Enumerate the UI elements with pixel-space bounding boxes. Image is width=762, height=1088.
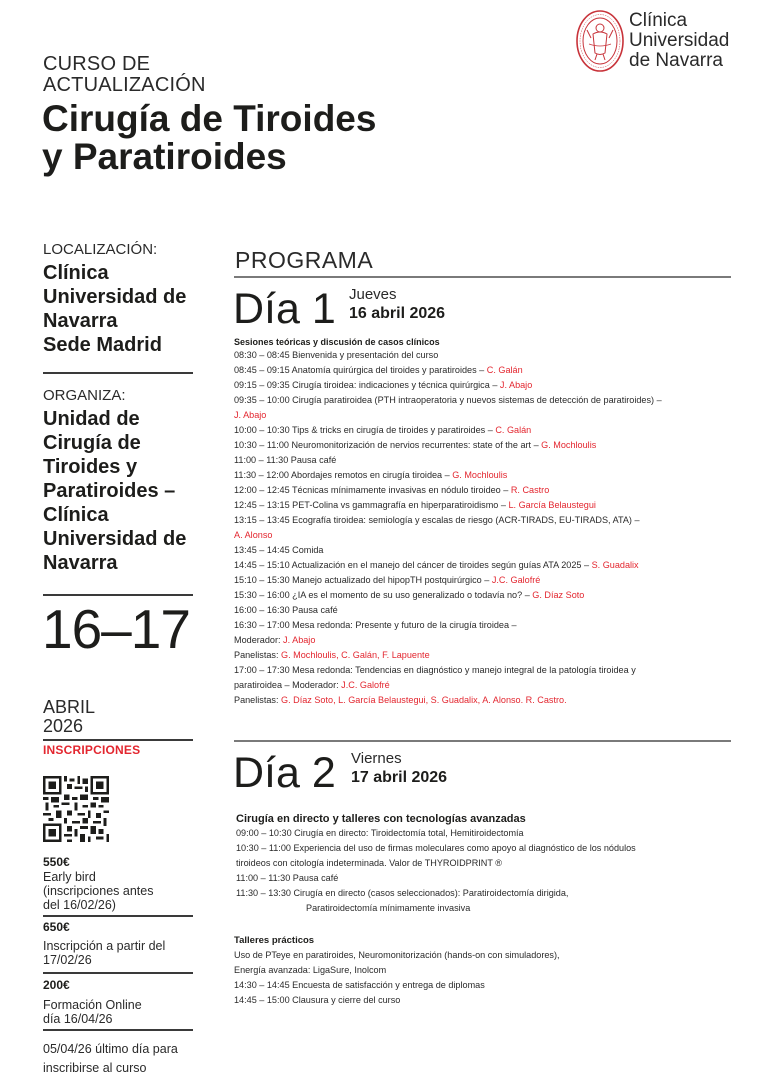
day1-weekday: Jueves bbox=[349, 286, 397, 303]
price-amount: 550€ bbox=[43, 855, 70, 869]
speaker-name: J. Abajo bbox=[283, 635, 316, 645]
program-item: 11:00 – 11:30 Pausa café bbox=[236, 873, 339, 883]
logo-wordmark bbox=[629, 11, 729, 71]
year-line: 2026 bbox=[43, 716, 84, 736]
speaker-name: J.C. Galofré bbox=[341, 680, 390, 690]
price-line: del 16/02/26) bbox=[43, 898, 116, 912]
location-label: LOCALIZACIÓN: bbox=[43, 241, 158, 258]
program-item bbox=[234, 693, 731, 708]
program-item: tiroideos con citología indeterminada. Valor de THYROIDPRINT ® bbox=[236, 858, 502, 868]
program-item bbox=[234, 648, 731, 663]
program-item-text: 16:00 – 16:30 Pausa café bbox=[234, 605, 338, 615]
title-line: y Paratiroides bbox=[42, 136, 287, 177]
program-item-text: Panelistas: bbox=[234, 695, 282, 705]
organizer-line: Cirugía de bbox=[43, 432, 141, 454]
program-item-text: 08:30 – 08:45 Bienvenida y presentación del curso bbox=[234, 350, 439, 360]
price-description bbox=[43, 870, 203, 912]
organizer-block bbox=[43, 387, 193, 575]
speaker-name: G. Mochloulis bbox=[452, 470, 508, 480]
price-online bbox=[43, 978, 203, 1026]
day2-session bbox=[236, 812, 733, 916]
program-item-text: 12:00 – 12:45 Técnicas mínimamente invasivas en nódulo tiroideo – bbox=[234, 485, 511, 495]
program-item bbox=[234, 453, 731, 468]
speaker-name: C. Galán bbox=[486, 365, 523, 375]
registration-heading: INSCRIPCIONES bbox=[43, 743, 141, 757]
day2-items bbox=[236, 826, 733, 916]
program-item-text: 10:00 – 10:30 Tips & tricks en cirugía de tiroides y paratiroides – bbox=[234, 425, 496, 435]
divider bbox=[43, 1029, 193, 1031]
program-item: Paratiroidectomía mínimamente invasiva bbox=[306, 903, 471, 913]
speaker-name: L. García Belaustegui bbox=[508, 500, 596, 510]
logo-line: Clínica bbox=[629, 10, 688, 31]
price-early-bird bbox=[43, 855, 203, 912]
month-line: ABRIL bbox=[43, 697, 96, 717]
program-item-text: paratiroidea – Moderador: bbox=[234, 680, 342, 690]
location-line: Clínica bbox=[43, 262, 109, 284]
program-item-text: 14:45 – 15:10 Actualización en el manejo del cáncer de tiroides según guías ATA 2025 – bbox=[234, 560, 592, 570]
speaker-name: C. Galán bbox=[495, 425, 532, 435]
program-item bbox=[234, 543, 731, 558]
workshops-title: Talleres prácticos bbox=[234, 935, 315, 946]
program-item bbox=[234, 483, 731, 498]
title-line: Cirugía de Tiroides bbox=[42, 98, 377, 139]
workshop-item: Uso de PTeye en paratiroides, Neuromonitorización (hands-on con simuladores), bbox=[234, 950, 560, 960]
divider bbox=[43, 739, 193, 741]
page-title bbox=[42, 100, 376, 176]
event-dates: 16–17 bbox=[42, 598, 190, 660]
divider bbox=[43, 972, 193, 974]
program-item bbox=[234, 663, 731, 678]
divider bbox=[234, 276, 731, 278]
workshop-items bbox=[234, 948, 731, 1008]
organizer-line: Navarra bbox=[43, 552, 118, 574]
kicker-line: ACTUALIZACIÓN bbox=[43, 74, 206, 96]
speaker-name: G. Díaz Soto, L. García Belaustegui, S. Guadalix, A. Alonso. R. Castro. bbox=[281, 695, 567, 705]
workshops bbox=[234, 934, 731, 1008]
program-heading: PROGRAMA bbox=[235, 247, 374, 273]
program-item-text: 17:00 – 17:30 Mesa redonda: Tendencias en diagnóstico y manejo integral de la patología tiroidea y bbox=[234, 665, 636, 675]
location-line: Navarra bbox=[43, 310, 118, 332]
deadline-line: 05/04/26 último día para bbox=[43, 1042, 178, 1056]
program-item bbox=[234, 378, 731, 393]
price-description bbox=[43, 998, 203, 1026]
price-line: día 16/04/26 bbox=[43, 1012, 113, 1026]
price-amount: 200€ bbox=[43, 978, 70, 992]
logo-line: de Navarra bbox=[629, 50, 723, 71]
price-line: Formación Online bbox=[43, 998, 142, 1012]
program-item bbox=[234, 603, 731, 618]
program-item: 11:30 – 13:30 Cirugía en directo (casos seleccionados): Paratiroidectomía dirigida, bbox=[236, 888, 569, 898]
organizer-line: Unidad de bbox=[43, 408, 140, 430]
day1-items bbox=[234, 348, 731, 708]
qr-code-icon[interactable] bbox=[43, 776, 109, 842]
program-item bbox=[234, 588, 731, 603]
speaker-name: G. Mochloulis, C. Galán, F. Lapuente bbox=[281, 650, 430, 660]
program-item bbox=[234, 633, 731, 648]
workshop-item: 14:30 – 14:45 Encuesta de satisfacción y entrega de diplomas bbox=[234, 980, 485, 990]
program-item bbox=[234, 558, 731, 573]
program-item: 09:00 – 10:30 Cirugía en directo: Tiroidectomía total, Hemitiroidectomía bbox=[236, 828, 524, 838]
day2-date: 17 abril 2026 bbox=[351, 769, 448, 786]
program-item-text: 10:30 – 11:00 Neuromonitorización de nervios recurrentes: state of the art – bbox=[234, 440, 542, 450]
program-item bbox=[234, 438, 731, 453]
program-item bbox=[234, 678, 731, 693]
program-item bbox=[234, 408, 731, 423]
program-item bbox=[234, 618, 731, 633]
program-item bbox=[234, 423, 731, 438]
organizer-value bbox=[43, 407, 193, 575]
speaker-name: G. Mochloulis bbox=[541, 440, 597, 450]
program-item-text: Panelistas: bbox=[234, 650, 282, 660]
program-item bbox=[234, 363, 731, 378]
organizer-line: Paratiroides – bbox=[43, 480, 176, 502]
day2-weekday: Viernes bbox=[351, 750, 402, 767]
program-item-text: 16:30 – 17:00 Mesa redonda: Presente y futuro de la cirugía tiroidea – bbox=[234, 620, 517, 630]
speaker-name: J.C. Galofré bbox=[491, 575, 541, 585]
program-item-text: Moderador: bbox=[234, 635, 284, 645]
divider bbox=[43, 372, 193, 374]
logo-line: Universidad bbox=[629, 30, 730, 51]
speaker-name: S. Guadalix bbox=[591, 560, 639, 570]
location-value bbox=[43, 261, 193, 357]
program-item-text: 11:30 – 12:00 Abordajes remotos en cirugía tiroidea – bbox=[234, 470, 453, 480]
registration-deadline bbox=[43, 1040, 203, 1078]
program-item bbox=[234, 393, 731, 408]
workshop-item: Energía avanzada: LigaSure, Inolcom bbox=[234, 965, 387, 975]
program-item-text: 12:45 – 13:15 PET-Colina vs gammagrafía en hiperparatiroidismo – bbox=[234, 500, 509, 510]
divider bbox=[43, 594, 193, 596]
day1-session-title: Sesiones teóricas y discusión de casos clínicos bbox=[234, 337, 440, 347]
day1-label: Día 1 bbox=[233, 285, 336, 333]
program-item-text: 09:35 – 10:00 Cirugía paratiroidea (PTH intraoperatoria y nuevos sistemas de detección de paratiroides) – bbox=[234, 395, 662, 405]
divider bbox=[43, 915, 193, 917]
organizer-line: Tiroides y bbox=[43, 456, 138, 478]
organizer-line: Universidad de bbox=[43, 528, 187, 550]
divider bbox=[234, 740, 731, 742]
speaker-name: R. Castro bbox=[510, 485, 550, 495]
price-line: (inscripciones antes bbox=[43, 884, 154, 898]
program-item bbox=[234, 528, 731, 543]
program-item bbox=[234, 468, 731, 483]
program-item-text: 13:15 – 13:45 Ecografía tiroidea: semiología y escalas de riesgo (ACR-TIRADS, EU-TIRADS, ATA) – bbox=[234, 515, 640, 525]
speaker-name: G. Díaz Soto bbox=[532, 590, 585, 600]
organizer-line: Clínica bbox=[43, 504, 109, 526]
clinica-logo bbox=[575, 8, 755, 78]
program-item: 10:30 – 11:00 Experiencia del uso de firmas moleculares como apoyo al diagnóstico de los nódulos bbox=[236, 843, 636, 853]
program-item-text: 09:15 – 09:35 Cirugía tiroidea: indicaciones y técnica quirúrgica – bbox=[234, 380, 500, 390]
price-amount: 650€ bbox=[43, 920, 70, 934]
program-item-text: 15:30 – 16:00 ¿IA es el momento de su uso generalizado o todavía no? – bbox=[234, 590, 533, 600]
speaker-name: A. Alonso bbox=[234, 530, 273, 540]
day1-date: 16 abril 2026 bbox=[349, 305, 446, 322]
speaker-name: J. Abajo bbox=[499, 380, 533, 390]
program-item bbox=[234, 573, 731, 588]
speaker-name: J. Abajo bbox=[234, 410, 267, 420]
location-block bbox=[43, 241, 193, 357]
price-description bbox=[43, 939, 203, 967]
program-item-text: 08:45 – 09:15 Anatomía quirúrgica del tiroides y paratiroides – bbox=[234, 365, 487, 375]
program-item-text: 11:00 – 11:30 Pausa café bbox=[234, 455, 337, 465]
price-standard bbox=[43, 920, 203, 967]
deadline-line: inscribirse al curso bbox=[43, 1061, 147, 1075]
day2-session-title: Cirugía en directo y talleres con tecnologías avanzadas bbox=[236, 813, 526, 825]
workshop-item: 14:45 – 15:00 Clausura y cierre del curso bbox=[234, 995, 401, 1005]
program-item bbox=[234, 348, 731, 363]
kicker-line: CURSO DE bbox=[43, 53, 151, 75]
program-item bbox=[234, 513, 731, 528]
organizer-label: ORGANIZA: bbox=[43, 387, 126, 404]
location-line: Universidad de bbox=[43, 286, 187, 308]
price-line: Inscripción a partir del bbox=[43, 939, 166, 953]
day2-label: Día 2 bbox=[233, 749, 336, 797]
location-line: Sede Madrid bbox=[43, 334, 162, 356]
event-month bbox=[43, 698, 95, 736]
price-line: 17/02/26 bbox=[43, 953, 92, 967]
program-item-text: 13:45 – 14:45 Comida bbox=[234, 545, 324, 555]
course-kicker bbox=[43, 54, 206, 96]
program-item bbox=[234, 498, 731, 513]
day1-session bbox=[234, 336, 731, 708]
price-line: Early bird bbox=[43, 870, 96, 884]
university-seal-icon bbox=[575, 8, 625, 74]
program-item-text: 15:10 – 15:30 Manejo actualizado del hipopTH postquirúrgico – bbox=[234, 575, 492, 585]
